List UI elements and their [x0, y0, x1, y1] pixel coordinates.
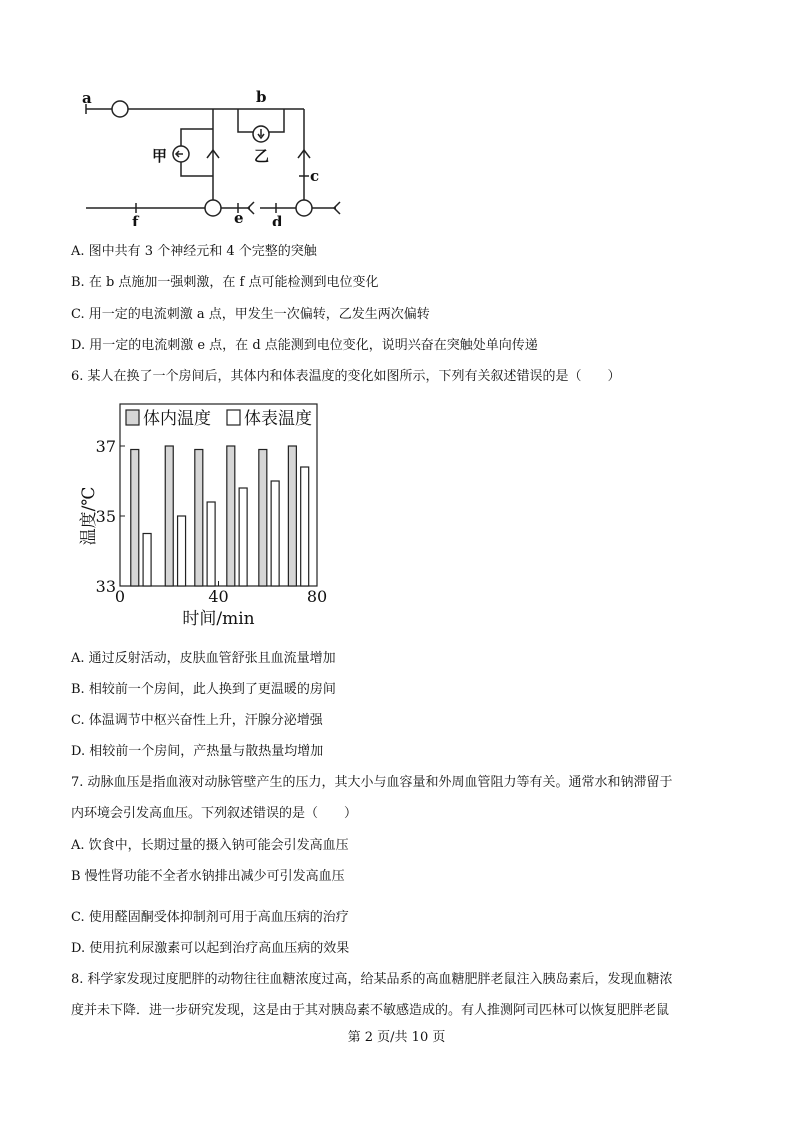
bar-surface-temp: [178, 516, 186, 586]
label-jia: 甲: [152, 147, 168, 165]
bar-core-temp: [195, 450, 203, 587]
y-tick-label: 37: [95, 437, 116, 456]
temperature-bar-chart: [72, 400, 340, 632]
legend-label-0: 体内温度: [143, 409, 211, 429]
q7-stem-line2: 内环境会引发高血压。下列叙述错误的是（ ）: [71, 806, 358, 821]
q6-option-d: D. 相较前一个房间，产热量与散热量均增加: [71, 744, 324, 759]
x-tick-label: 40: [208, 587, 229, 606]
bar-core-temp: [165, 446, 173, 586]
q5-option-d: D. 用一定的电流刺激 e 点，在 d 点能测到电位变化，说明兴奋在突触处单向传递: [71, 338, 538, 353]
bar-surface-temp: [207, 502, 215, 586]
q8-line1: 8. 科学家发现过度肥胖的动物往往血糖浓度过高，给某品系的高血糖肥胖老鼠注入胰岛素后，发现血糖浓: [71, 972, 673, 987]
label-e: e: [234, 209, 244, 226]
q7-option-c: C. 使用醛固酮受体抑制剂可用于高血压病的治疗: [71, 910, 349, 925]
bar-core-temp: [259, 450, 267, 587]
bar-surface-temp: [271, 481, 279, 586]
legend-label-1: 体表温度: [244, 409, 312, 429]
page-footer: 第 2 页/共 10 页: [347, 1030, 446, 1045]
bar-surface-temp: [239, 488, 247, 586]
q7-stem-line1: 7. 动脉血压是指血液对动脉管壁产生的压力，其大小与血容量和外周血管阻力等有关。通常水和钠滞留于: [71, 775, 673, 790]
y-tick-label: 35: [95, 507, 116, 526]
x-tick-label: 80: [306, 587, 328, 606]
x-axis-label: 时间/min: [182, 609, 255, 629]
x-tick-label: 0: [114, 587, 126, 606]
label-c: c: [310, 167, 320, 185]
q7-option-b: B 慢性肾功能不全者水钠排出减少可引发高血压: [71, 869, 345, 884]
q7-option-d: D. 使用抗利尿激素可以起到治疗高血压病的效果: [71, 941, 350, 956]
bar-surface-temp: [301, 467, 309, 586]
legend-swatch-1: [227, 410, 240, 425]
legend-swatch-0: [126, 410, 139, 425]
q6-stem: 6. 某人在换了一个房间后，其体内和体表温度的变化如图所示，下列有关叙述错误的是（ ）: [71, 369, 621, 384]
q5-option-a: A. 图中共有 3 个神经元和 4 个完整的突触: [71, 244, 317, 259]
q6-option-b: B. 相较前一个房间，此人换到了更温暖的房间: [71, 682, 336, 697]
q7-option-a: A. 饮食中，长期过量的摄入钠可能会引发高血压: [71, 838, 349, 853]
bar-core-temp: [288, 446, 296, 586]
label-yi: 乙: [254, 147, 270, 165]
bar-surface-temp: [143, 534, 151, 587]
label-b: b: [256, 88, 267, 106]
bar-core-temp: [131, 450, 139, 587]
label-f: f: [132, 213, 139, 226]
q6-option-c: C. 体温调节中枢兴奋性上升，汗腺分泌增强: [71, 713, 323, 728]
neuron-circuit-diagram: [78, 86, 358, 226]
y-axis-label: 温度/℃: [79, 486, 99, 546]
q5-option-c: C. 用一定的电流刺激 a 点，甲发生一次偏转，乙发生两次偏转: [71, 307, 430, 322]
y-tick-label: 33: [95, 577, 116, 596]
label-a: a: [82, 89, 92, 107]
q8-line2: 度并未下降．进一步研究发现，这是由于其对胰岛素不敏感造成的。有人推测阿司匹林可以恢复肥胖老鼠: [71, 1003, 670, 1018]
bar-core-temp: [227, 446, 235, 586]
label-d: d: [272, 213, 283, 226]
q6-option-a: A. 通过反射活动，皮肤血管舒张且血流量增加: [71, 651, 336, 666]
q5-option-b: B. 在 b 点施加一强刺激，在 f 点可能检测到电位变化: [71, 275, 379, 290]
